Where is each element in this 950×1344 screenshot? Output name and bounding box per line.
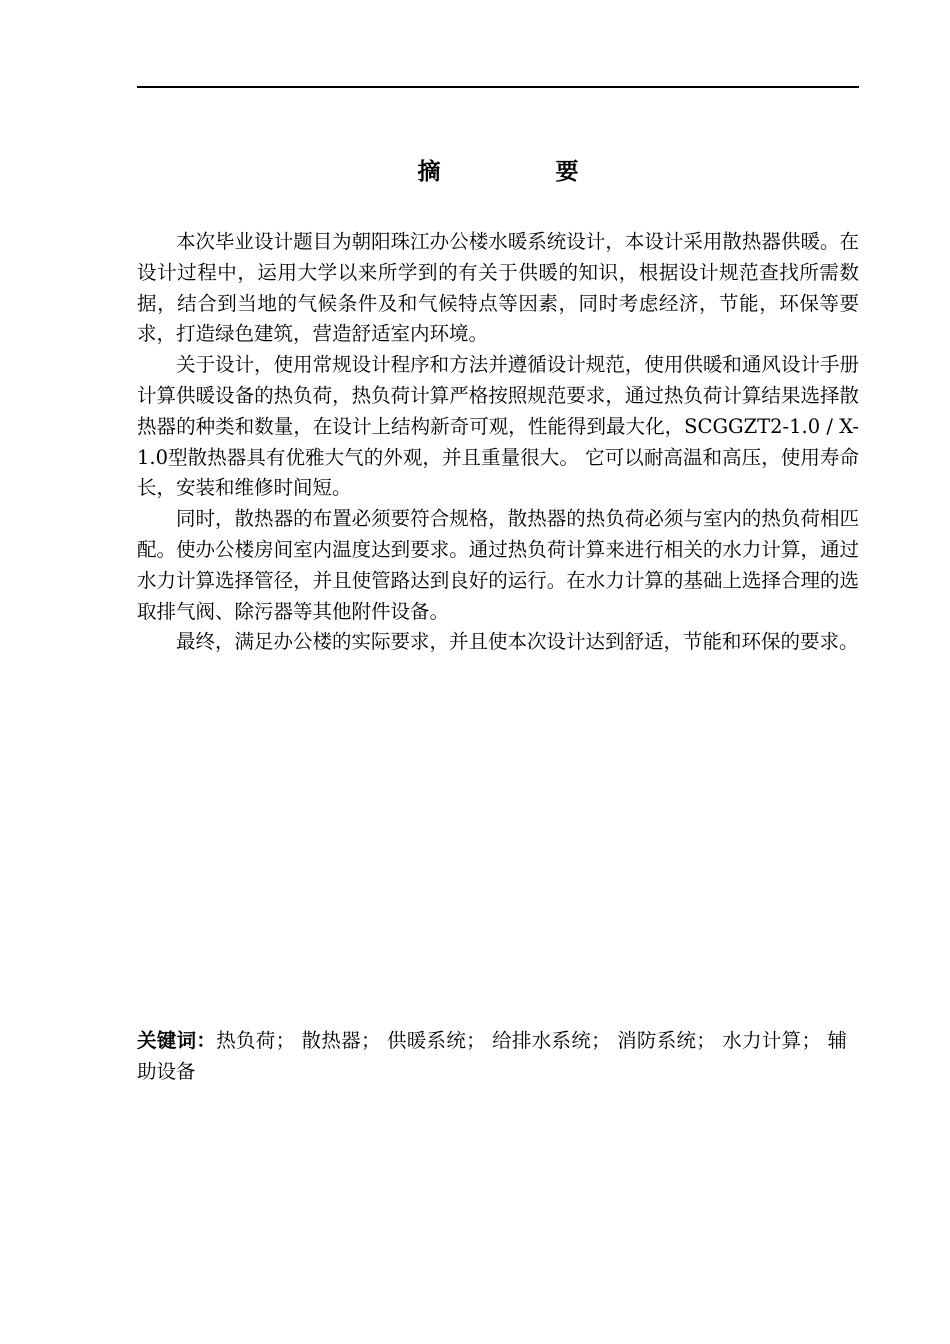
page-title: 摘 要 xyxy=(417,159,625,185)
abstract-paragraph-2: 关于设计，使用常规设计程序和方法并遵循设计规范，使用供暖和通风设计手册计算供暖设备的热负荷，热负荷计算严格按照规范要求，通过热负荷计算结果选择散热器的种类和数量，在设计上结构新奇可观，性能得到最大化，SCGGZT2-1.0 / X-1.0型散热器具有优雅大气的外观，并且重量很大。 它可以耐高温和高压，使用寿命长，安装和维修时间短。 xyxy=(137,353,859,500)
keywords-label: 关键词： xyxy=(137,1029,217,1052)
keywords-section xyxy=(137,1026,847,1088)
abstract-paragraph-3: 同时，散热器的布置必须要符合规格，散热器的热负荷必须与室内的热负荷相匹配。使办公楼房间室内温度达到要求。通过热负荷计算来进行相关的水力计算，通过水力计算选择管径，并且使管路达到良好的运行。在水力计算的基础上选择合理的选取排气阀、除污器等其他附件设备。 xyxy=(137,507,859,623)
header-rule xyxy=(137,86,859,88)
abstract-paragraph-4: 最终，满足办公楼的实际要求，并且使本次设计达到舒适，节能和环保的要求。 xyxy=(176,630,859,654)
abstract-paragraph-1: 本次毕业设计题目为朝阳珠江办公楼水暖系统设计，本设计采用散热器供暖。在设计过程中，运用大学以来所学到的有关于供暖的知识，根据设计规范查找所需数据，结合到当地的气候条件及和气候特点等因素，同时考虑经济，节能，环保等要求，打造绿色建筑，营造舒适室内环境。 xyxy=(137,230,859,346)
abstract-body xyxy=(137,227,859,658)
keywords-list: 热负荷； 散热器； 供暖系统； 给排水系统； 消防系统； 水力计算； 辅助设备 xyxy=(137,1029,847,1083)
